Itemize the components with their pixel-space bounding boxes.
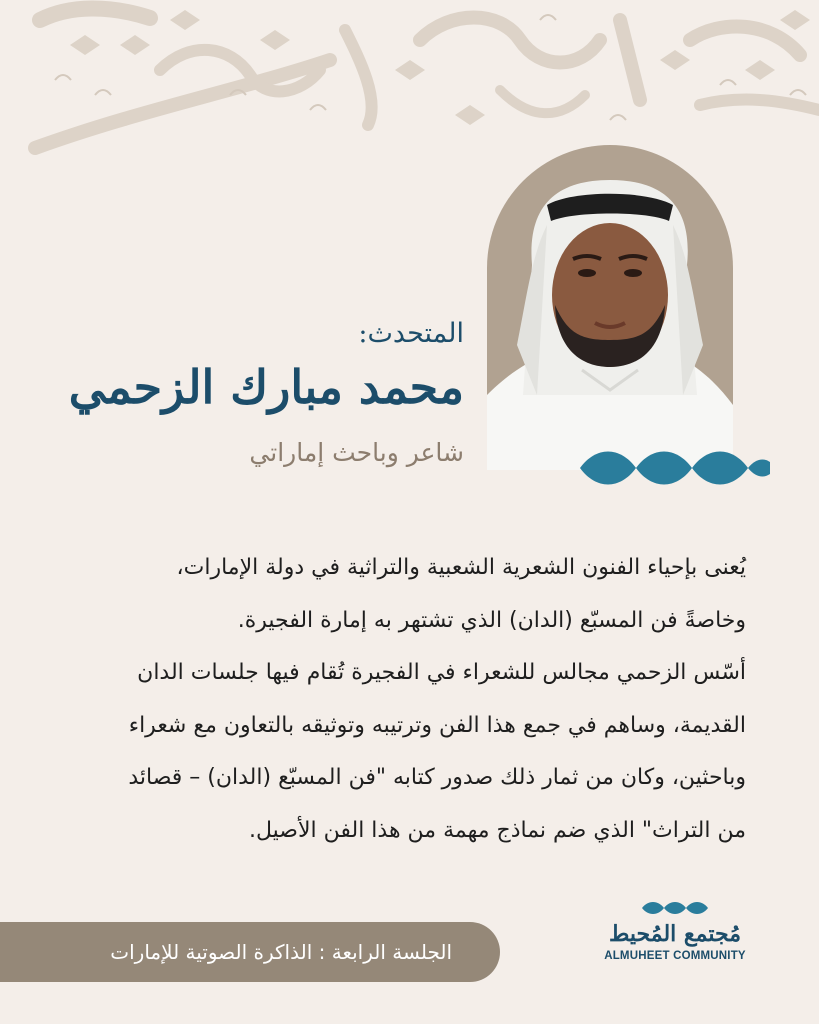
bio-line: القديمة، وساهم في جمع هذا الفن وترتيبه وتوثيقه بالتعاون مع شعراء	[128, 712, 746, 738]
calligraphy-decoration-icon	[0, 0, 819, 160]
speaker-portrait-icon	[487, 145, 733, 470]
bio-line: وخاصةً فن المسبّع (الدان) الذي تشتهر به إمارة الفجيرة.	[237, 607, 746, 633]
bio-line: أسّس الزحمي مجالس للشعراء في الفجيرة تُقام فيها جلسات الدان	[137, 660, 746, 685]
bio-line: يُعنى بإحياء الفنون الشعرية الشعبية والتراثية في دولة الإمارات،	[176, 555, 746, 580]
speaker-photo-frame	[487, 145, 733, 470]
speaker-name: محمد مبارك الزحمي	[68, 360, 464, 414]
bio-line: وباحثين، وكان من ثمار ذلك صدور كتابه "فن المسبّع (الدان) – قصائد	[128, 765, 746, 790]
session-title: الجلسة الرابعة : الذاكرة الصوتية للإمارات	[110, 940, 452, 964]
bio-line: من التراث" الذي ضم نماذج مهمة من هذا الفن الأصيل.	[248, 817, 746, 843]
wave-decoration-icon	[580, 440, 770, 496]
speaker-role: شاعر وباحث إماراتي	[249, 438, 464, 467]
logo-english-text: ALMUHEET COMMUNITY	[604, 950, 746, 962]
speaker-label: المتحدث:	[358, 318, 464, 349]
logo-arabic-text: مُجتمع المُحيط	[609, 921, 741, 947]
speaker-bio	[70, 542, 746, 857]
wave-diamonds-icon	[642, 898, 708, 918]
session-banner	[0, 922, 500, 982]
community-logo	[590, 898, 760, 978]
